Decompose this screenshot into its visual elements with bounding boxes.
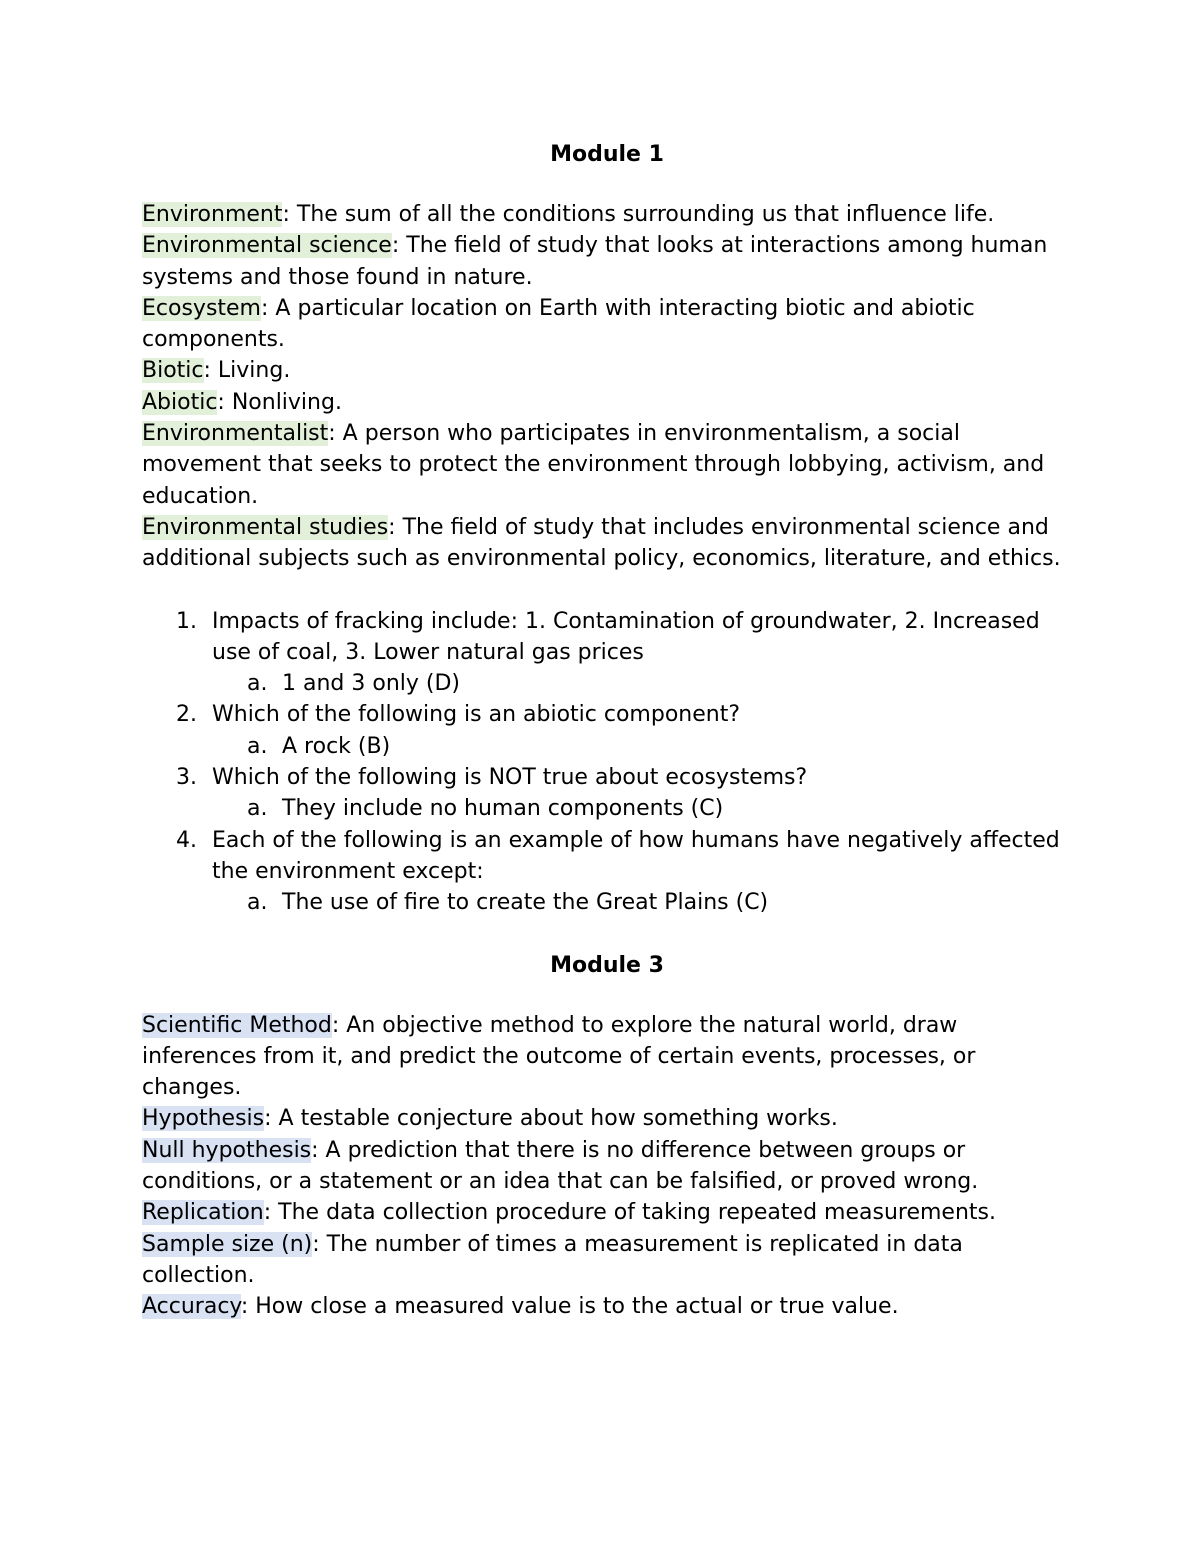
answer-letter: a. [247, 733, 268, 759]
definition [142, 199, 1072, 230]
question [142, 699, 1072, 730]
question-text: Which of the following is an abiotic component? [212, 702, 740, 728]
definition-text: : The number of times a measurement is replicated in data collection. [142, 1231, 963, 1288]
definition-text: : A person who participates in environmentalism, a social movement that seeks to protect the environment through lobbying, activism, and education. [142, 421, 1045, 509]
definition [142, 1010, 1072, 1104]
list-item [142, 606, 1072, 700]
answer-letter: a. [247, 890, 268, 916]
term-highlight: Environmental studies [142, 514, 389, 540]
definition [142, 387, 1072, 418]
answer [142, 887, 1072, 918]
definition-text: : The field of study that looks at interactions among human systems and those found in nature. [142, 233, 1048, 290]
question-text: Each of the following is an example of how humans have negatively affected the environment except: [212, 827, 1060, 884]
answer-text: They include no human components (C) [282, 796, 724, 822]
term-highlight: Environmental science [142, 233, 392, 259]
term-highlight: Null hypothesis [142, 1137, 312, 1163]
definition-text: : The field of study that includes environmental science and additional subjects such as environmental policy, economics, literature, and ethics. [142, 514, 1061, 572]
module-3-heading: Module 3 [550, 952, 664, 978]
question [142, 762, 1072, 793]
question [142, 606, 1072, 669]
definition-text: : The sum of all the conditions surrounding us that influence life. [282, 202, 995, 227]
definition-text: : A prediction that there is no difference between groups or conditions, or a statement or an idea that can be falsified, or proved wrong. [142, 1137, 979, 1195]
answer-letter: a. [247, 796, 268, 822]
term-highlight: Environment [142, 202, 283, 227]
question-number: 2. [176, 702, 197, 728]
term-highlight: Ecosystem [142, 295, 261, 321]
question-text: Impacts of fracking include: 1. Contamination of groundwater, 2. Increased use of coal, 3. Lower natural gas prices [212, 608, 1040, 665]
definition [142, 355, 1072, 386]
definition [142, 230, 1072, 293]
question [142, 825, 1072, 888]
term-highlight: Hypothesis [142, 1106, 265, 1132]
question-number: 3. [176, 765, 197, 791]
definition [142, 1135, 1072, 1198]
module-1-definitions [142, 199, 1072, 575]
answer [142, 731, 1072, 762]
term-highlight: Accuracy [142, 1294, 241, 1320]
answer [142, 793, 1072, 824]
question-number: 4. [176, 827, 197, 853]
list-item [142, 699, 1072, 762]
definition-text: : The data collection procedure of taking repeated measurements. [263, 1200, 996, 1226]
question-number: 1. [176, 608, 197, 634]
definition [142, 1229, 1072, 1292]
answer-text: The use of fire to create the Great Plains (C) [282, 890, 769, 916]
list-item [142, 825, 1072, 919]
document-page [142, 139, 1072, 1323]
answer-letter: a. [247, 671, 268, 697]
answer-text: 1 and 3 only (D) [282, 671, 460, 697]
list-item [142, 762, 1072, 825]
definition [142, 418, 1072, 512]
definition [142, 512, 1072, 575]
term-highlight: Environmentalist [142, 421, 329, 447]
definition [142, 1103, 1072, 1134]
definition-text: : Nonliving. [217, 389, 342, 415]
question-list [142, 606, 1072, 919]
module-1-heading: Module 1 [550, 142, 664, 167]
definition-text: : A particular location on Earth with interacting biotic and abiotic components. [142, 295, 975, 353]
term-highlight: Biotic [142, 358, 204, 384]
term-highlight: Sample size (n) [142, 1231, 313, 1257]
question-text: Which of the following is NOT true about ecosystems? [212, 765, 808, 791]
definition-text: : How close a measured value is to the actual or true value. [240, 1294, 899, 1320]
definition-text: : An objective method to explore the natural world, draw inferences from it, and predict the outcome of certain events, processes, or changes. [142, 1012, 976, 1101]
term-highlight: Scientific Method [142, 1012, 332, 1038]
term-highlight: Replication [142, 1200, 264, 1226]
definition-text: : Living. [203, 358, 291, 384]
definition-text: : A testable conjecture about how something works. [264, 1106, 838, 1132]
definition [142, 1291, 1072, 1322]
term-highlight: Abiotic [142, 389, 218, 415]
answer [142, 668, 1072, 699]
definition [142, 293, 1072, 356]
answer-text: A rock (B) [282, 733, 391, 759]
module-3-definitions [142, 1010, 1072, 1323]
definition [142, 1197, 1072, 1228]
